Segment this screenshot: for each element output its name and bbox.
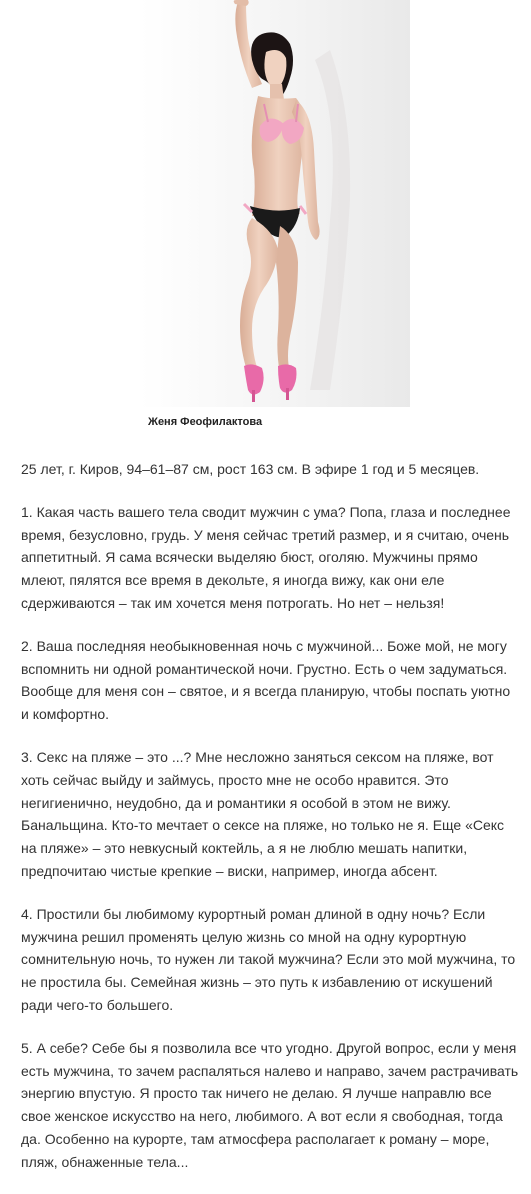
question-paragraph-1: 1. Какая часть вашего тела сводит мужчин с ума? Попа, глаза и последнее время, безусловно, грудь. У меня сейчас третий размер, и я считаю, очень аппетитный. Я сама всячески выделяю бюст, оголяю. Мужчины прямо млеют, пялятся все время в декольте, я иногда вижу, как они еле сдерживаются – так им хочется меня потрогать. Но нет – нельзя!	[21, 503, 511, 611]
question-paragraph-2: 2. Ваша последняя необыкновенная ночь с мужчиной... Боже мой, не могу вспомнить ни одной романтической ночи. Грустно. Есть о чем задуматься. Вообще для меня сон – святое, и я всегда планирую, чтобы поспать уютно и комфортно.	[21, 637, 511, 723]
intro-paragraph: 25 лет, г. Киров, 94–61–87 см, рост 163 см. В эфире 1 год и 5 месяцев.	[21, 461, 480, 477]
article-body	[21, 458, 521, 1194]
photo-caption: Женя Феофилактова	[148, 416, 263, 428]
article-photo	[140, 0, 410, 407]
question-paragraph-5: 5. А себе? Себе бы я позволила все что угодно. Другой вопрос, если у меня есть мужчина, то зачем распаляться налево и направо, зачем растрачивать энергию впустую. Я просто так ничего не делаю. Я лучше направлю все свое женское искусство на него, любимого. А вот если я свободная, тогда да. Особенно на курорте, там атмосфера располагает к роману – море, пляж, обнаженные тела...	[21, 1039, 519, 1170]
woman-figure-illustration	[140, 0, 410, 407]
question-paragraph-4: 4. Простили бы любимому курортный роман длиной в одну ночь? Если мужчина решил променять целую жизнь со мной на одну курортную сомнительную ночь, то нужен ли такой мужчина? Если это мой мужчина, то не простила бы. Семейная жизнь – это путь к избавлению от искушений ради чего-то большего.	[21, 905, 516, 1013]
question-paragraph-3: 3. Секс на пляже – это ...? Мне несложно заняться сексом на пляже, вот хоть сейчас выйду и займусь, просто мне не особо нравится. Это негигиенично, неудобно, да и романтики я особой в этом не вижу. Банальщина. Кто-то мечтает о сексе на пляже, но только не я. Еще «Секс на пляже» – это невкусный коктейль, а я не люблю мешать напитки, предпочитаю чистые крепкие – виски, например, иногда абсент.	[21, 748, 505, 879]
